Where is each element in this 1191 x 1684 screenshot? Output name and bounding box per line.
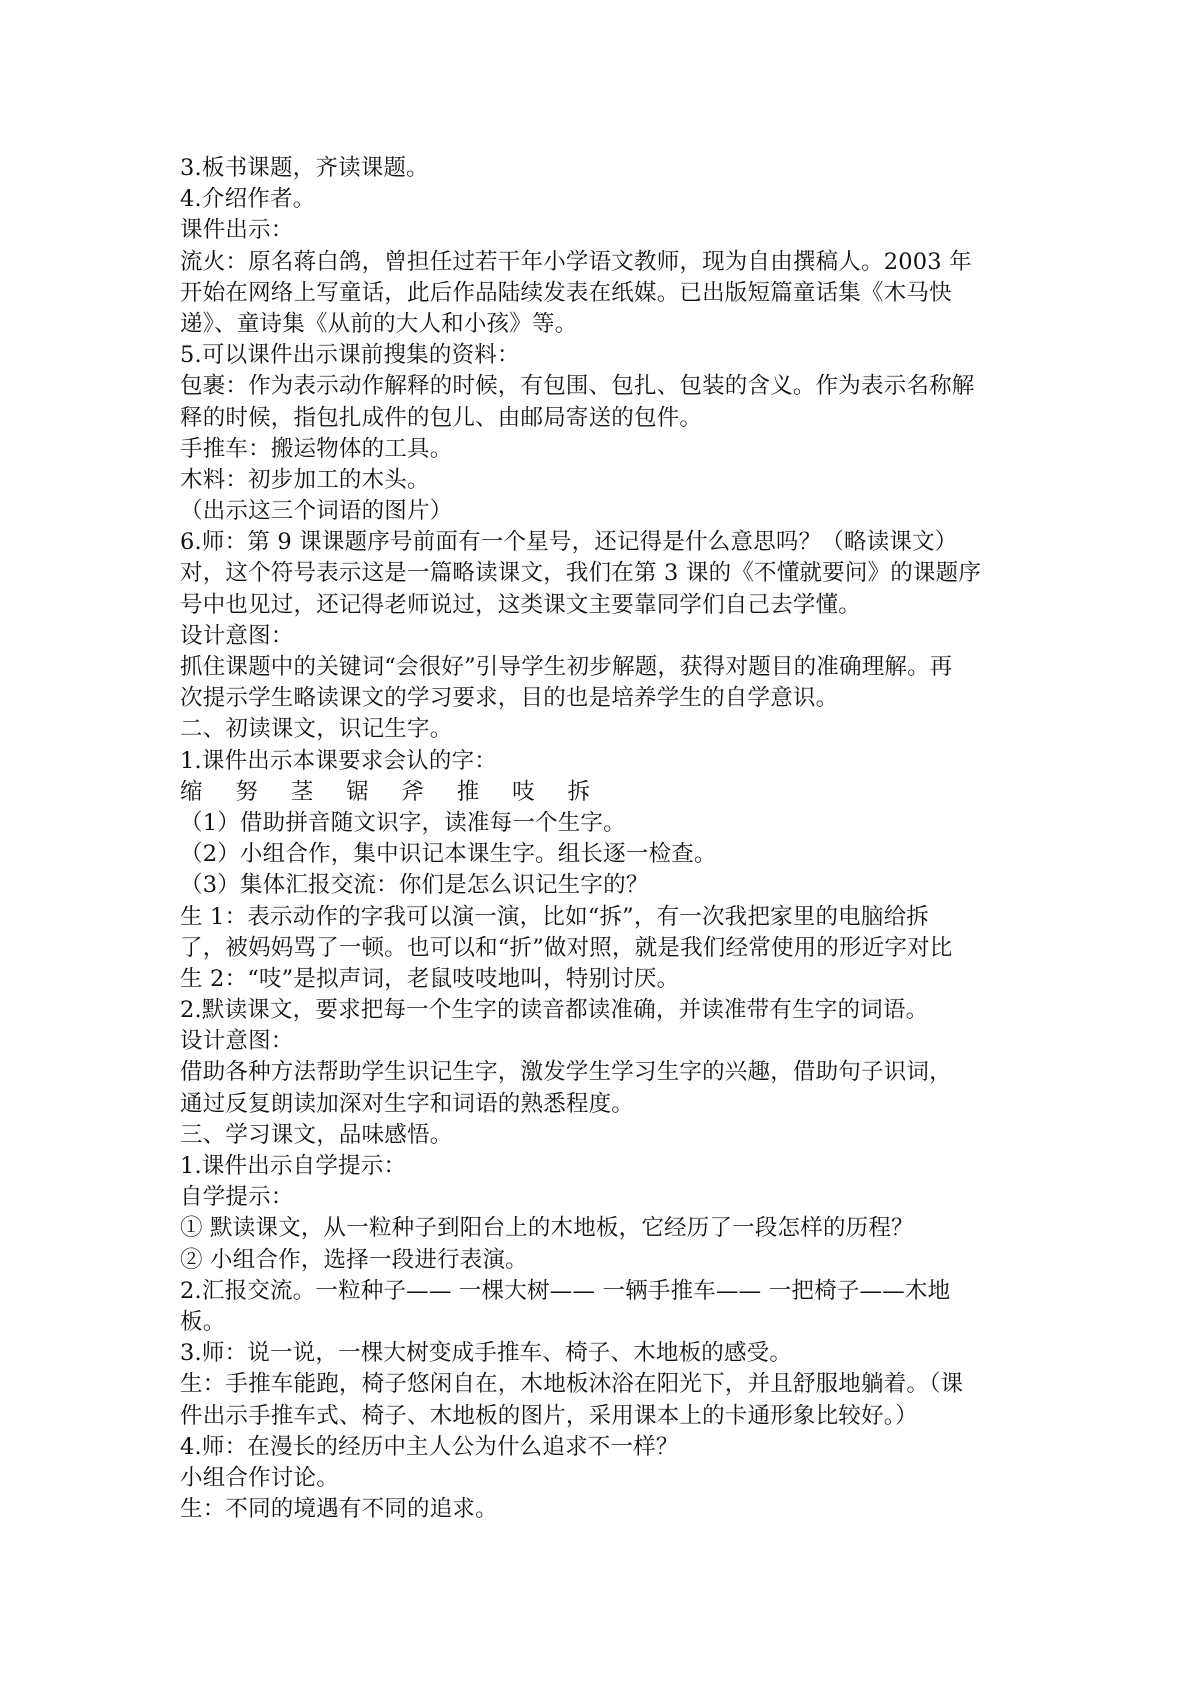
text-line: 次提示学生略读课文的学习要求，目的也是培养学生的自学意识。: [180, 685, 839, 712]
text-line: 设计意图：: [180, 1028, 294, 1055]
text-line: （2）小组合作，集中识记本课生字。组长逐一检查。: [180, 841, 717, 868]
text-line: 1.课件出示本课要求会认的字：: [180, 747, 497, 774]
text-line: 借助各种方法帮助学生识记生字，激发学生学习生字的兴趣，借助句子识词，: [180, 1059, 952, 1086]
character-list: [180, 777, 1010, 808]
text-line: 设计意图：: [180, 622, 294, 649]
text-line: 二、初读课文，识记生字。: [180, 716, 453, 743]
text-line: 生：不同的境遇有不同的追求。: [180, 1496, 498, 1523]
text-line: 生 2：“吱”是拟声词，老鼠吱吱地叫，特别讨厌。: [180, 965, 680, 992]
text-line: 通过反复朗读加深对生字和词语的熟悉程度。: [180, 1090, 635, 1117]
document-body: [180, 153, 1010, 1525]
character-item: 吱: [512, 778, 535, 805]
text-line: 开始在网络上写童话，此后作品陆续发表在纸媒。已出版短篇童话集《木马快: [180, 279, 952, 306]
text-line: 流火：原名蒋白鸽，曾担任过若干年小学语文教师，现为自由撰稿人。2003 年: [180, 248, 972, 275]
text-line: 生 1：表示动作的字我可以演一演，比如“拆”，有一次我把家里的电脑给拆: [180, 903, 929, 930]
text-line: 5.可以课件出示课前搜集的资料：: [180, 342, 520, 369]
text-line: 6.师：第 9 课课题序号前面有一个星号，还记得是什么意思吗？（略读课文）: [180, 529, 958, 556]
text-line: 2.汇报交流。一粒种子—— 一棵大树—— 一辆手推车—— 一把椅子——木地: [180, 1277, 951, 1304]
text-line: 生：手推车能跑，椅子悠闲自在，木地板沐浴在阳光下，并且舒服地躺着。（课: [180, 1371, 964, 1398]
character-item: 拆: [567, 778, 591, 805]
text-line: 小组合作讨论。: [180, 1464, 339, 1491]
character-item: 努: [235, 778, 259, 805]
character-item: 茎: [290, 778, 314, 805]
text-line: ② 小组合作，选择一段进行表演。: [180, 1246, 528, 1273]
text-line: ① 默读课文，从一粒种子到阳台上的木地板，它经历了一段怎样的历程？: [180, 1215, 914, 1242]
text-line: 释的时候，指包扎成件的包儿、由邮局寄送的包件。: [180, 404, 703, 431]
text-line: 递》、童诗集《从前的大人和小孩》等。: [180, 310, 578, 337]
text-line: 三、学习课文，品味感悟。: [180, 1121, 453, 1148]
text-line: 4.介绍作者。: [180, 186, 316, 213]
text-line: 抓住课题中的关键词“会很好”引导学生初步解题，获得对题目的准确理解。再: [180, 654, 953, 680]
character-item: 锯: [346, 778, 369, 805]
character-item: 推: [456, 778, 480, 805]
text-line: 3.板书课题，齐读课题。: [180, 155, 429, 181]
text-line: 1.课件出示自学提示：: [180, 1153, 407, 1179]
text-line: 手推车：搬运物体的工具。: [180, 435, 453, 462]
text-line: 木料：初步加工的木头。: [180, 466, 430, 493]
character-item: 缩: [180, 778, 203, 805]
text-line: 包裹：作为表示动作解释的时候，有包围、包扎、包装的含义。作为表示名称解: [180, 373, 975, 400]
text-line: 3.师：说一说，一棵大树变成手推车、椅子、木地板的感受。: [180, 1340, 793, 1367]
text-line: 2.默读课文，要求把每一个生字的读音都读准确，并读准带有生字的词语。: [180, 997, 929, 1024]
text-line: 对，这个符号表示这是一篇略读课文，我们在第 3 课的《不懂就要问》的课题序: [180, 560, 982, 587]
character-item: 斧: [401, 778, 425, 805]
text-line: 了，被妈妈骂了一顿。也可以和“折”做对照，就是我们经常使用的形近字对比: [180, 934, 953, 961]
text-line: 自学提示：: [180, 1184, 294, 1211]
text-line: 件出示手推车式、椅子、木地板的图片，采用课本上的卡通形象比较好。）: [180, 1402, 918, 1429]
text-line: 板。: [180, 1308, 226, 1335]
text-line: 4.师：在漫长的经历中主人公为什么追求不一样？: [180, 1433, 679, 1460]
text-line: 课件出示：: [180, 217, 294, 244]
text-line: （1）借助拼音随文识字，读准每一个生字。: [180, 809, 626, 836]
text-line: （3）集体汇报交流：你们是怎么识记生字的？: [180, 872, 649, 899]
text-line: 号中也见过，还记得老师说过，这类课文主要靠同学们自己去学懂。: [180, 591, 862, 618]
text-line: （出示这三个词语的图片）: [180, 498, 453, 525]
